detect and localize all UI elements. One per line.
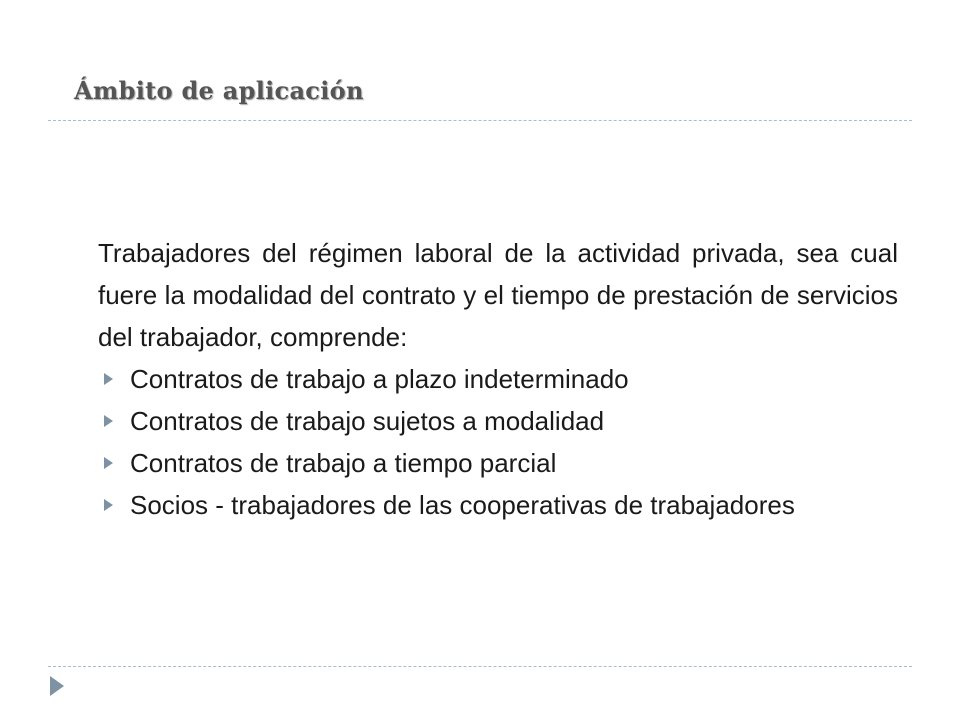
right-triangle-icon: [104, 373, 113, 385]
right-triangle-icon: [104, 415, 113, 427]
intro-paragraph: Trabajadores del régimen laboral de la actividad privada, sea cual fuere la modalidad del contrato y el tiempo de prestación de servicios del trabajador, comprende:: [98, 238, 898, 352]
slide-body: [98, 232, 898, 522]
right-triangle-icon: [50, 676, 64, 696]
right-triangle-icon: [104, 499, 113, 511]
list-item: [98, 358, 898, 400]
list-item: [98, 442, 898, 484]
bullet-text: Socios - trabajadores de las cooperativas de trabajadores: [130, 490, 795, 520]
bullet-text: Contratos de trabajo sujetos a modalidad: [130, 406, 605, 436]
bullet-text: Contratos de trabajo a plazo indeterminado: [130, 364, 629, 394]
bullet-text: Contratos de trabajo a tiempo parcial: [130, 448, 557, 478]
title-divider: [48, 120, 912, 121]
slide-title: Ámbito de aplicación: [74, 76, 364, 105]
right-triangle-icon: [104, 457, 113, 469]
list-item: [98, 400, 898, 442]
list-item: [98, 484, 898, 522]
bullet-list: [98, 358, 898, 522]
footer-divider: [48, 666, 912, 667]
